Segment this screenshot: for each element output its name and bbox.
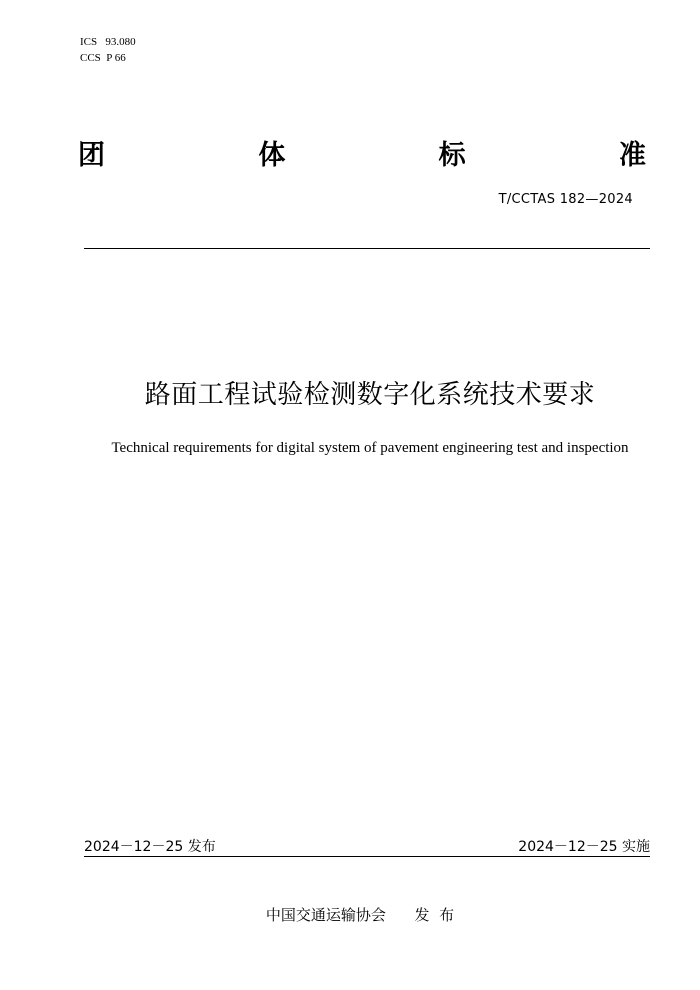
banner-char-1: 团 bbox=[78, 139, 105, 171]
document-title-chinese: 路面工程试验检测数字化系统技术要求 bbox=[144, 380, 596, 410]
ics-code: ICS 93.080 bbox=[80, 36, 136, 48]
banner-char-4: 准 bbox=[618, 139, 646, 171]
standard-type-banner bbox=[78, 132, 646, 172]
banner-char-2: 体 bbox=[258, 139, 286, 171]
bottom-divider bbox=[84, 856, 650, 857]
standard-code: T/CCTAS 182—2024 bbox=[498, 192, 633, 207]
banner-char-3: 标 bbox=[438, 139, 466, 171]
classification-codes bbox=[80, 34, 136, 66]
document-title-english: Technical requirements for digital system of pavement engineering test and inspection bbox=[111, 440, 629, 456]
ccs-code: CCS P 66 bbox=[80, 52, 126, 64]
implementation-date: 2024－12－25 实施 bbox=[518, 839, 650, 855]
top-divider bbox=[84, 248, 650, 249]
publisher: 中国交通运输协会 发 布 bbox=[265, 906, 455, 924]
issue-date: 2024－12－25 发布 bbox=[84, 839, 216, 855]
